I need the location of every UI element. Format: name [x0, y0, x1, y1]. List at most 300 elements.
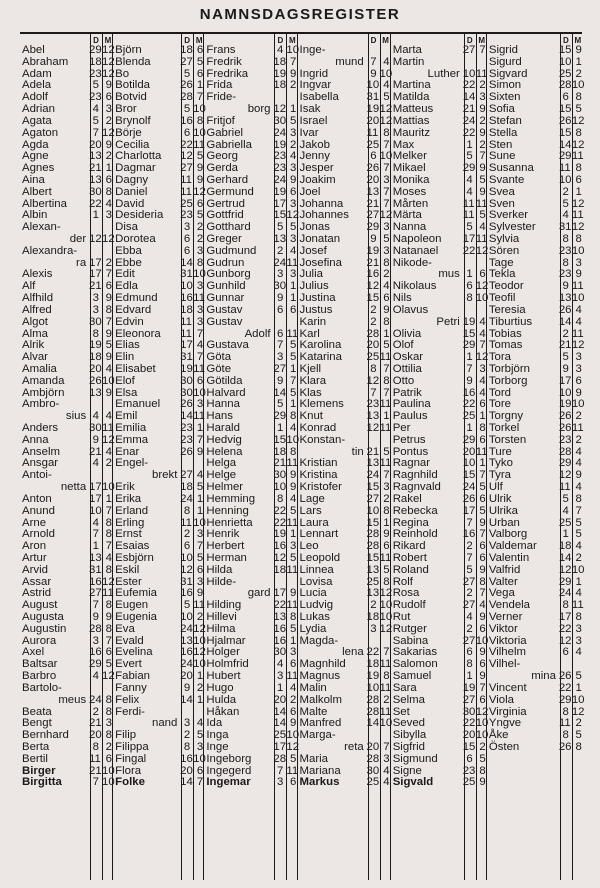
month-value: 9 [290, 469, 297, 482]
name-text: Oskar [392, 351, 424, 364]
name-text: Tore [488, 398, 512, 411]
name-text: Ture [488, 445, 512, 458]
name-text: Katarina [299, 351, 342, 364]
name-entry [391, 742, 486, 754]
name-text: Sibylla [392, 729, 427, 742]
name-entry [298, 622, 393, 636]
name-text: Sakarias [392, 646, 438, 659]
month-value: 11 [286, 256, 299, 269]
day-value: 3 [277, 268, 284, 281]
name-text: Stella [488, 126, 518, 139]
day-value: 20 [366, 339, 380, 352]
name-text: Tord [488, 386, 512, 399]
name-text: Sven [488, 197, 515, 210]
month-value: 2 [196, 221, 204, 234]
day-value: 28 [366, 693, 380, 706]
day-value: 8 [370, 362, 377, 375]
name-text: borg [247, 103, 271, 116]
name-text: Valfrid [488, 563, 521, 576]
name-text: Götilda [206, 374, 243, 387]
month-value: 6 [196, 197, 204, 210]
month-value: 3 [105, 209, 112, 222]
name-text: Bo [115, 67, 130, 80]
day-value: 29 [462, 162, 476, 175]
month-value: 5 [196, 729, 204, 742]
day-value: 3 [183, 221, 191, 234]
month-value: 10 [193, 386, 206, 399]
name-text: Elsa [115, 386, 138, 399]
name-text: Gabriel [206, 126, 244, 139]
name-text: Ernst [115, 528, 142, 541]
day-value: 6 [562, 91, 569, 104]
name-text: Hubert [206, 670, 241, 683]
name-entry [298, 364, 390, 376]
month-value: 10 [571, 398, 585, 411]
name-text: Fritjof [206, 114, 235, 127]
day-value: 1 [277, 681, 284, 694]
month-value: 4 [383, 776, 390, 789]
day-value: 31 [558, 221, 572, 234]
name-text: Bartolo- [22, 681, 62, 694]
name-text: Ragnvald [392, 481, 441, 494]
day-value: 24 [462, 114, 476, 127]
name-text: Henning [206, 504, 249, 517]
day-value: 27 [366, 492, 380, 505]
day-value: 4 [277, 658, 284, 671]
name-text: Ansgar [22, 457, 59, 470]
month-value: 2 [575, 717, 582, 730]
name-text: Astrid [22, 587, 52, 600]
name-entry [204, 777, 296, 789]
name-text: Viktoria [488, 634, 527, 647]
month-value: 4 [479, 599, 486, 612]
name-text: Herman [206, 551, 247, 564]
month-value: 11 [571, 422, 584, 434]
name-text: Mattias [392, 114, 430, 127]
day-value: 29 [558, 575, 572, 588]
day-value: 28 [89, 622, 102, 635]
month-value: 9 [290, 717, 297, 730]
month-value: 11 [102, 587, 114, 600]
name-text: Botilda [115, 79, 151, 92]
day-value: 4 [92, 103, 99, 116]
name-text: Eskil [115, 563, 140, 576]
name-entry [487, 376, 582, 388]
month-value: 9 [196, 445, 204, 458]
day-value: 2 [92, 705, 99, 718]
day-value: 2 [562, 327, 569, 340]
name-text: Jakob [299, 138, 330, 151]
name-text: Otto [392, 374, 415, 387]
name-entry [204, 754, 296, 766]
day-value: 26 [366, 162, 380, 175]
name-entry [113, 317, 203, 329]
month-value: 7 [575, 504, 582, 517]
month-value: 9 [105, 292, 112, 305]
day-value: 28 [366, 528, 380, 541]
month-value: 12 [102, 55, 115, 68]
name-text: Reinhold [392, 528, 438, 541]
month-value: 5 [290, 339, 297, 352]
name-text: Elof [115, 374, 135, 387]
name-text: Tiburtius [488, 315, 533, 328]
name-text: Tobias [488, 327, 522, 340]
name-text: mus [438, 268, 460, 281]
name-text: Israel [299, 114, 328, 127]
name-text: Johanna [299, 197, 344, 210]
month-value: 11 [193, 599, 205, 612]
name-entry [204, 553, 296, 565]
day-value: 14 [180, 693, 193, 706]
name-text: Gunnar [206, 292, 245, 305]
name-entry [391, 317, 486, 329]
day-value: 23 [273, 150, 287, 163]
day-value: 19 [273, 185, 287, 198]
name-entry [113, 622, 206, 636]
month-value: 1 [290, 362, 297, 375]
name-text: Justina [299, 292, 336, 305]
name-text: Erika [115, 492, 142, 505]
name-text: Frans [206, 44, 236, 56]
day-value: 21 [273, 457, 287, 470]
name-entry [298, 506, 390, 518]
name-entry [204, 506, 296, 518]
month-value: 10 [475, 292, 489, 305]
name-text: Robert [392, 551, 427, 564]
day-value: 13 [180, 634, 193, 647]
day-value: 14 [558, 315, 572, 328]
day-value: 26 [180, 79, 193, 92]
name-text: Sixten [488, 91, 521, 104]
month-value: 5 [290, 551, 297, 564]
month-value: 7 [196, 91, 204, 104]
name-text: Set [392, 705, 410, 718]
month-value: 8 [479, 422, 486, 434]
month-value: 4 [575, 303, 582, 316]
month-value: 9 [479, 646, 486, 659]
month-value: 5 [105, 658, 112, 671]
name-text: gard [247, 587, 271, 600]
month-value: 5 [479, 752, 486, 765]
day-value: 6 [277, 327, 284, 340]
name-entry [487, 305, 582, 317]
name-text: Hilma [206, 622, 236, 635]
name-entry [487, 175, 582, 187]
month-value: 11 [286, 516, 299, 529]
month-value: 6 [105, 280, 112, 293]
name-entry [487, 777, 582, 789]
name-entry [487, 553, 582, 565]
month-value: 8 [105, 622, 112, 635]
month-value: 4 [196, 717, 204, 730]
month-value: 2 [575, 551, 582, 564]
name-text: Blenda [115, 55, 151, 68]
month-value: 7 [196, 351, 204, 364]
name-entry [487, 563, 585, 577]
month-value: 10 [193, 634, 206, 647]
name-text: Ingemar [206, 776, 251, 789]
month-value: 12 [193, 646, 206, 659]
day-value: 15 [273, 209, 287, 222]
name-text: Märta [392, 209, 422, 222]
name-text: Sara [392, 681, 417, 694]
name-text: Emil [115, 410, 138, 423]
name-text: Esaias [115, 540, 150, 553]
name-text: Alma [22, 327, 48, 340]
month-value: 11 [193, 410, 205, 423]
day-value: 7 [92, 599, 99, 612]
day-value: 21 [89, 764, 102, 777]
name-entry [20, 374, 115, 388]
name-text: Marga- [299, 729, 336, 742]
name-text: meus [58, 693, 87, 706]
name-text: Anselm [22, 445, 60, 458]
name-text: Tora [488, 351, 512, 364]
month-value: 1 [290, 528, 297, 541]
month-value: 5 [290, 351, 297, 364]
day-value: 10 [558, 386, 572, 399]
month-value: 3 [479, 91, 486, 104]
name-text: Anund [22, 504, 55, 517]
day-value: 5 [562, 351, 569, 364]
name-text: Fride- [206, 91, 237, 104]
month-value: 12 [102, 67, 115, 80]
month-value: 8 [575, 740, 582, 753]
month-value: 11 [193, 292, 205, 305]
name-text: Valentin [488, 551, 530, 564]
name-text: Julia [299, 268, 323, 281]
day-value: 17 [89, 268, 102, 281]
name-text: Herbert [206, 540, 245, 553]
name-text: Ambjörn [22, 386, 65, 399]
name-text: Linnea [299, 563, 334, 576]
day-value: 11 [180, 516, 192, 529]
name-entry [204, 494, 296, 506]
month-value: 2 [383, 492, 390, 505]
day-value: 24 [558, 587, 572, 600]
name-text: Cecilia [115, 138, 150, 151]
name-entry [298, 305, 390, 317]
name-text: Stefan [488, 114, 522, 127]
name-text: Napoleon [392, 233, 442, 245]
name-entry [391, 128, 486, 140]
name-text: Eugenia [115, 611, 157, 623]
day-value: 19 [366, 244, 380, 257]
day-value: 2 [370, 599, 377, 612]
month-value: 12 [475, 280, 489, 293]
day-value: 20 [462, 729, 476, 742]
day-value: 23 [462, 764, 476, 777]
name-entry [204, 317, 296, 329]
name-text: Laura [299, 516, 329, 529]
name-entry [391, 553, 486, 565]
day-value: 14 [273, 705, 287, 718]
name-text: Agnes [22, 162, 55, 175]
name-entry [204, 624, 296, 636]
name-text: Albin [22, 209, 48, 222]
name-text: Bror [115, 103, 137, 116]
month-value: 8 [196, 114, 204, 127]
month-value: 8 [105, 705, 112, 718]
day-value: 18 [273, 445, 287, 458]
name-text: Regina [392, 516, 429, 529]
month-value: 4 [105, 362, 112, 375]
day-value: 13 [273, 611, 287, 623]
month-value: 12 [193, 185, 206, 198]
name-text: Barbro [22, 670, 57, 683]
day-value: 11 [558, 481, 571, 494]
day-value: 29 [89, 658, 102, 671]
month-value: 5 [575, 729, 582, 742]
day-value: 22 [462, 79, 476, 92]
name-entry [113, 742, 203, 754]
name-text: August [22, 599, 58, 612]
name-entry [204, 364, 296, 376]
name-text: Augustin [22, 622, 67, 635]
name-text: Selma [392, 693, 425, 706]
name-entry [204, 128, 296, 140]
day-value: 2 [466, 587, 473, 600]
day-value: 17 [89, 492, 102, 505]
name-text: Gudrun [206, 256, 245, 269]
name-text: Alrik [22, 339, 45, 352]
month-value: 10 [102, 374, 115, 387]
name-text: Gerda [206, 162, 239, 175]
day-value: 1 [562, 528, 569, 541]
name-entry [298, 742, 390, 754]
name-text: Artur [22, 551, 47, 564]
day-value: 29 [558, 693, 572, 706]
name-text: Ulf [488, 481, 503, 494]
name-text: Axel [22, 646, 45, 659]
name-text: Viola [488, 693, 514, 706]
name-text: Ottilia [392, 362, 422, 375]
day-value: 10 [558, 173, 572, 186]
name-day-table [20, 32, 585, 880]
month-value: 4 [105, 410, 112, 423]
month-value: 2 [290, 138, 297, 151]
name-text: Birger [22, 764, 56, 777]
name-text: Konstan- [299, 433, 346, 446]
day-value: 23 [180, 422, 193, 434]
day-value: 9 [370, 67, 377, 80]
name-text: Hugo [206, 681, 234, 694]
name-text: Hjalmar [206, 634, 246, 647]
month-value: 10 [379, 611, 393, 623]
day-value: 30 [180, 374, 193, 387]
day-value: 17 [273, 587, 287, 600]
month-value: 6 [479, 433, 486, 446]
name-entry [20, 683, 112, 695]
name-text: Assar [22, 575, 52, 588]
day-value: 16 [273, 540, 287, 553]
name-entry [298, 317, 390, 329]
day-value: 5 [466, 150, 473, 163]
day-value: 13 [366, 410, 380, 423]
name-text: Gerhard [206, 173, 249, 186]
name-text: Hanna [206, 398, 240, 411]
name-text: Börje [115, 126, 142, 139]
name-entry [113, 376, 203, 388]
day-value: 25 [366, 575, 380, 588]
month-value: 8 [575, 492, 582, 505]
name-text: Anna [22, 433, 49, 446]
month-value: 3 [575, 634, 582, 647]
day-value: 22 [89, 197, 102, 210]
day-value: 13 [89, 551, 102, 564]
day-value: 1 [92, 209, 99, 222]
month-value: 7 [479, 681, 486, 694]
name-entry [391, 695, 486, 707]
day-value: 25 [273, 729, 287, 742]
day-value: 22 [558, 622, 572, 635]
day-value: 15 [558, 103, 572, 116]
name-entry [487, 624, 582, 636]
month-value: 9 [196, 162, 204, 175]
month-value: 6 [105, 91, 112, 104]
month-value: 3 [290, 268, 297, 281]
month-value: 8 [575, 162, 582, 175]
day-value: 17 [180, 339, 193, 352]
name-text: Halvard [206, 386, 246, 399]
name-text: Torkel [488, 422, 520, 434]
month-value: 9 [383, 303, 390, 316]
name-text: Edla [115, 280, 138, 293]
name-entry [20, 364, 112, 376]
month-value: 7 [383, 386, 390, 399]
month-value: 7 [105, 634, 112, 647]
name-text: Rebecka [392, 504, 438, 517]
name-text: Hemming [206, 492, 256, 505]
name-text: Kristofer [299, 481, 342, 494]
month-value: 4 [105, 197, 112, 210]
name-text: Hedvig [206, 433, 242, 446]
month-value: 10 [193, 752, 206, 765]
name-text: Fredrik [206, 55, 242, 68]
day-value: 6 [183, 233, 191, 245]
month-value: 4 [196, 339, 204, 352]
name-text: Edvin [115, 315, 144, 328]
name-entry [20, 754, 112, 766]
name-text: Tage [488, 256, 514, 269]
day-value: 3 [277, 670, 284, 683]
day-value: 3 [277, 351, 284, 364]
month-value: 7 [105, 268, 112, 281]
day-value: 14 [180, 410, 193, 423]
name-text: Adolf [244, 327, 271, 340]
name-text: Nikolaus [392, 280, 437, 293]
name-entry [298, 114, 393, 128]
name-text: Aina [22, 173, 45, 186]
day-value: 22 [273, 599, 287, 612]
name-text: Hans [206, 410, 233, 423]
name-entry [298, 777, 390, 789]
month-value: 3 [196, 528, 204, 541]
day-value: 22 [366, 646, 380, 659]
name-text: Gunborg [206, 268, 251, 281]
month-value: 11 [571, 150, 584, 163]
month-value: 4 [575, 315, 582, 328]
name-entry [20, 506, 112, 518]
month-value: 8 [196, 256, 204, 269]
day-value: 15 [366, 516, 380, 529]
month-value: 2 [383, 268, 390, 281]
name-text: Desideria [115, 209, 164, 222]
name-text: Samuel [392, 670, 432, 683]
day-value: 31 [89, 563, 102, 576]
day-value: 7 [466, 516, 473, 529]
name-text: Fingal [115, 752, 147, 765]
